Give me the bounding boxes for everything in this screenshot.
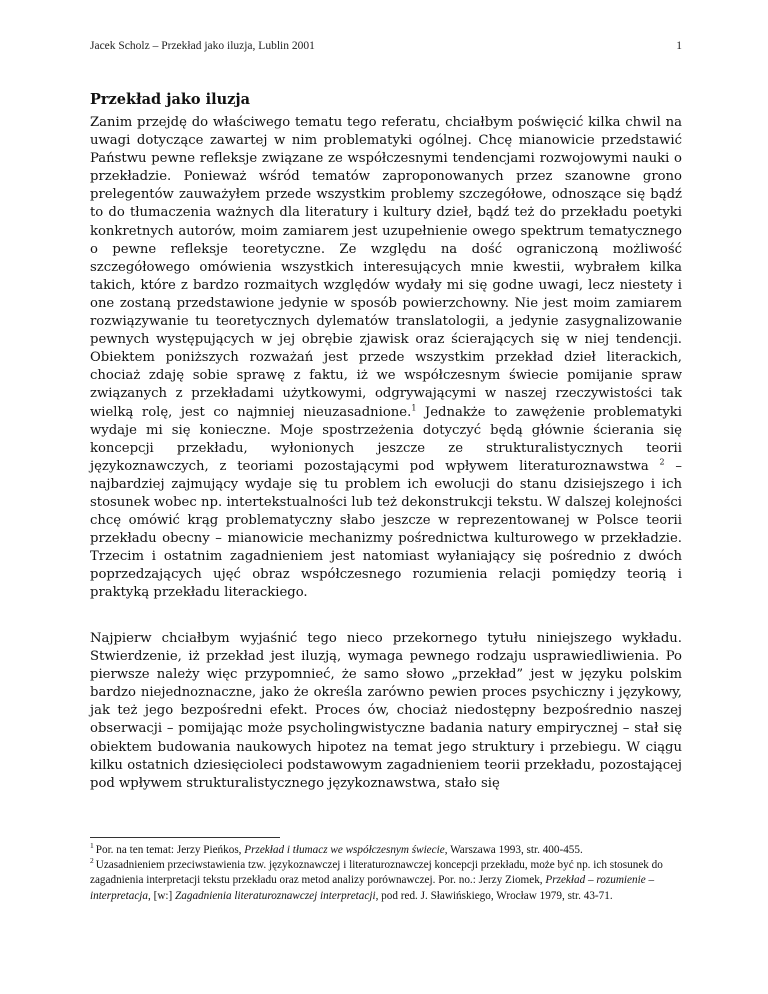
footnote-2-title-b: Zagadnienia literaturoznawczej interpretacji [175, 889, 376, 902]
footnotes [90, 843, 682, 904]
footnote-ref-1[interactable]: 1 [411, 403, 417, 413]
paragraph-1 [90, 114, 682, 603]
page-number: 1 [676, 40, 682, 52]
footnote-1 [90, 843, 682, 858]
footnote-mark-2: 2 [90, 856, 94, 866]
running-header [90, 40, 682, 52]
footnote-2-text-b: , [w:] [148, 889, 176, 902]
footnote-2-title-a: Przekład – rozumienie – interpretacja [90, 874, 655, 902]
paragraph-1-text-b: Jednakże to zawężenie problematyki wydaje mi się konieczne. Moje spostrzeżenia dotyczyć będą głównie ścierania się koncepcji przekładu, wyłonionych jeszcze ze strukturalistycznych teorii językoznawczych, z teoriami pozostającymi pod wpływem literaturoznawstwa [90, 404, 682, 474]
paragraph-2 [90, 630, 682, 793]
footnote-1-text-b: , Warszawa 1993, str. 400-455. [444, 844, 583, 856]
footnote-2 [90, 858, 682, 904]
footnote-2-text-a: Uzasadnieniem przeciwstawienia tzw. językoznawczej i literaturoznawczej koncepcji przekładu, może być np. ich stosunek do zagadnienia interpretacji tekstu przekładu oraz metod analizy porównawczej. Por. no.: Jerzy Ziomek, [90, 859, 663, 887]
footnote-2-text-c: , pod red. J. Sławińskiego, Wrocław 1979, str. 43-71. [375, 889, 613, 902]
paragraph-2-text: Najpierw chciałbym wyjaśnić tego nieco przekornego tytułu niniejszego wykładu. Stwierdzenie, iż przekład jest iluzją, wymaga pewnego rodzaju usprawiedliwienia. Po pierwsze należy więc przypomnieć, że samo słowo „przekład” jest w języku polskim bardzo niejednoznaczne, jako że określa zarówno pewien proces psychiczny i językowy, jak też jego bezpośredni efekt. Proces ów, chociaż niedostępny bezpośrednio naszej obserwacji – pomijając może psycholingwistyczne badania natury empirycznej – stał się obiektem budowania naukowych hipotez na temat jego struktury i przebiegu. W ciągu kilku ostatnich dziesięcioleci podstawowym zagadnieniem teorii przekładu, pozostającej pod wpływem strukturalistycznego językoznawstwa, stało się [90, 631, 682, 791]
footnote-mark-1: 1 [90, 841, 94, 851]
footnote-ref-2[interactable]: 2 [659, 457, 665, 467]
footnote-1-text-a: Por. na ten temat: Jerzy Pieńkos, [95, 844, 245, 856]
document-title: Przekład jako iluzja [90, 91, 251, 108]
paragraph-1-text-c: – najbardziej zajmujący wydaje się tu problem ich ewolucji do stanu dzisiejszego i ich stosunek wobec np. intertekstualności lub też dekonstrukcji tekstu. W dalszej kolejności chcę omówić krąg problematyczny słabo jeszcze w reprezentowanej w Polsce teorii przekładu obecny – mianowicie mechanizmy pośrednictwa kulturowego w przekładzie. Trzecim i ostatnim zagadnieniem jest natomiast wyłaniający się pośrednio z dwóch poprzedzających ujęć obraz współczesnego rozumienia relacji pomiędzy teorią i praktyką przekładu literackiego. [90, 458, 682, 601]
paragraph-1-text-a: Zanim przejdę do właściwego tematu tego referatu, chciałbym poświęcić kilka chwil na uwagi dotyczące zawartej w nim problematyki ogólnej. Chcę mianowicie przedstawić Państwu pewne refleksje związane ze współczesnymi tendencjami rozwojowymi nauki o przekładzie. Ponieważ wśród tematów zaproponowanych przez szanowne grono prelegentów zauważyłem przede wszystkim problemy szczegółowe, odnoszące się bądź to do tłumaczenia ważnych dla literatury i kultury dzieł, bądź też do przekładu poetyki konkretnych autorów, moim zamiarem jest uzupełnienie owego spektrum tematycznego o pewne refleksje teoretyczne. Ze względu na dość ograniczoną możliwość szczegółowego omówienia wszystkich interesujących mnie kwestii, wybrałem kilka takich, które z bardzo rozmaitych względów wydały mi się godne uwagi, lecz niestety i one zostaną przedstawione jedynie w sposób powierzchowny. Nie jest moim zamiarem rozwiązywanie tu teoretycznych dylematów translatologii, a jedynie zasygnalizowanie pewnych występujących w jej obrębie zjawisk oraz ścierających się w niej tendencji. Obiektem poniższych rozważań jest przede wszystkim przekład dzieł literackich, chociaż zdaję sobie sprawę z faktu, iż we współczesnym świecie pomijanie spraw związanych z przekładami użytkowymi, odgrywającymi w naszej rzeczywistości tak wielką rolę, jest co najmniej nieuzasadnione. [90, 115, 682, 420]
footnote-separator [90, 837, 280, 838]
running-title: Jacek Scholz – Przekład jako iluzja, Lublin 2001 [90, 40, 315, 52]
footnote-1-title: Przekład i tłumacz we współczesnym świecie [244, 844, 445, 856]
